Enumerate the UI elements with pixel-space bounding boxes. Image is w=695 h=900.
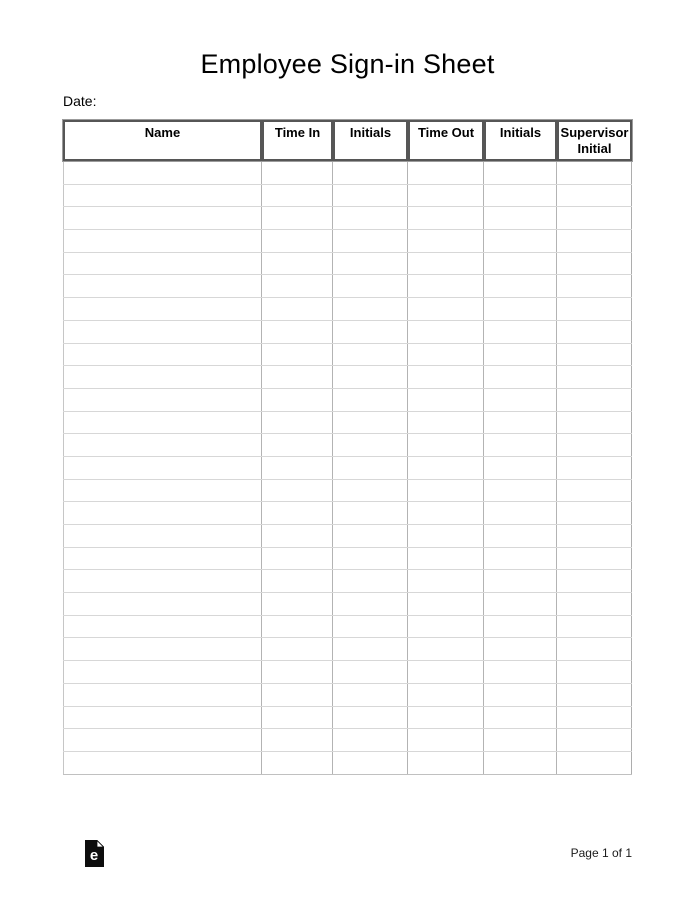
table-cell-time-out xyxy=(408,275,484,297)
table-cell-time-out xyxy=(408,661,484,683)
table-row xyxy=(63,457,632,480)
table-cell-name xyxy=(63,185,262,207)
table-cell-time-out xyxy=(408,253,484,275)
table-cell-name xyxy=(63,344,262,366)
signin-table xyxy=(63,120,632,775)
column-header-name: Name xyxy=(63,120,262,161)
table-cell-supervisor-initial xyxy=(557,707,632,729)
table-cell-initials-in xyxy=(333,616,408,638)
table-row xyxy=(63,548,632,571)
table-cell-name xyxy=(63,412,262,434)
table-cell-time-in xyxy=(262,684,333,706)
table-header-row xyxy=(63,120,632,161)
table-cell-supervisor-initial xyxy=(557,661,632,683)
table-cell-time-out xyxy=(408,502,484,524)
table-cell-supervisor-initial xyxy=(557,162,632,184)
table-cell-name xyxy=(63,275,262,297)
table-cell-time-out xyxy=(408,525,484,547)
table-cell-name xyxy=(63,616,262,638)
table-cell-initials-out xyxy=(484,412,557,434)
table-row xyxy=(63,185,632,208)
column-header-initials-in: Initials xyxy=(333,120,408,161)
table-cell-time-out xyxy=(408,185,484,207)
table-cell-time-out xyxy=(408,207,484,229)
table-cell-supervisor-initial xyxy=(557,752,632,774)
table-cell-initials-in xyxy=(333,570,408,592)
table-row xyxy=(63,707,632,730)
table-cell-supervisor-initial xyxy=(557,253,632,275)
table-cell-time-out xyxy=(408,321,484,343)
table-row xyxy=(63,525,632,548)
table-cell-initials-out xyxy=(484,389,557,411)
table-cell-initials-out xyxy=(484,253,557,275)
table-cell-name xyxy=(63,570,262,592)
table-cell-supervisor-initial xyxy=(557,344,632,366)
table-row xyxy=(63,593,632,616)
column-header-initials-out: Initials xyxy=(484,120,557,161)
table-cell-initials-in xyxy=(333,275,408,297)
table-cell-initials-out xyxy=(484,593,557,615)
table-cell-time-in xyxy=(262,298,333,320)
table-cell-time-out xyxy=(408,230,484,252)
table-cell-time-out xyxy=(408,389,484,411)
table-cell-time-in xyxy=(262,162,333,184)
table-cell-initials-in xyxy=(333,752,408,774)
table-cell-initials-in xyxy=(333,366,408,388)
table-cell-initials-out xyxy=(484,729,557,751)
table-cell-time-out xyxy=(408,457,484,479)
table-cell-initials-in xyxy=(333,729,408,751)
table-cell-initials-in xyxy=(333,480,408,502)
table-cell-supervisor-initial xyxy=(557,638,632,660)
table-cell-initials-out xyxy=(484,707,557,729)
table-row xyxy=(63,616,632,639)
table-cell-time-in xyxy=(262,638,333,660)
table-cell-time-out xyxy=(408,366,484,388)
table-cell-time-out xyxy=(408,548,484,570)
table-cell-time-in xyxy=(262,570,333,592)
table-cell-supervisor-initial xyxy=(557,548,632,570)
table-cell-time-out xyxy=(408,298,484,320)
table-row xyxy=(63,321,632,344)
table-cell-name xyxy=(63,230,262,252)
table-row xyxy=(63,275,632,298)
table-row xyxy=(63,230,632,253)
table-cell-initials-out xyxy=(484,480,557,502)
table-cell-time-in xyxy=(262,548,333,570)
table-cell-time-out xyxy=(408,729,484,751)
table-cell-supervisor-initial xyxy=(557,684,632,706)
table-cell-initials-in xyxy=(333,548,408,570)
table-cell-supervisor-initial xyxy=(557,412,632,434)
table-cell-initials-out xyxy=(484,366,557,388)
table-cell-initials-out xyxy=(484,548,557,570)
table-cell-supervisor-initial xyxy=(557,230,632,252)
table-cell-initials-in xyxy=(333,502,408,524)
table-cell-time-in xyxy=(262,185,333,207)
table-cell-name xyxy=(63,298,262,320)
table-cell-time-in xyxy=(262,230,333,252)
table-cell-name xyxy=(63,684,262,706)
column-header-supervisor-initial: Supervisor Initial xyxy=(557,120,632,161)
table-cell-initials-out xyxy=(484,185,557,207)
table-cell-time-in xyxy=(262,502,333,524)
table-cell-initials-in xyxy=(333,253,408,275)
table-cell-initials-in xyxy=(333,321,408,343)
table-cell-supervisor-initial xyxy=(557,525,632,547)
table-row xyxy=(63,162,632,185)
table-row xyxy=(63,434,632,457)
table-row xyxy=(63,752,632,775)
table-row xyxy=(63,638,632,661)
table-cell-time-in xyxy=(262,344,333,366)
table-cell-name xyxy=(63,253,262,275)
table-row xyxy=(63,684,632,707)
table-row xyxy=(63,207,632,230)
table-cell-initials-out xyxy=(484,298,557,320)
table-row xyxy=(63,412,632,435)
table-row xyxy=(63,661,632,684)
table-cell-name xyxy=(63,661,262,683)
table-cell-initials-out xyxy=(484,344,557,366)
table-row xyxy=(63,344,632,367)
page-number: Page 1 of 1 xyxy=(570,846,632,860)
table-cell-name xyxy=(63,389,262,411)
table-cell-supervisor-initial xyxy=(557,389,632,411)
table-cell-initials-out xyxy=(484,230,557,252)
table-cell-name xyxy=(63,207,262,229)
table-cell-initials-in xyxy=(333,412,408,434)
table-cell-supervisor-initial xyxy=(557,434,632,456)
table-cell-name xyxy=(63,729,262,751)
table-row xyxy=(63,729,632,752)
table-cell-initials-out xyxy=(484,162,557,184)
table-cell-time-out xyxy=(408,638,484,660)
table-cell-initials-in xyxy=(333,457,408,479)
table-cell-time-out xyxy=(408,570,484,592)
table-cell-initials-out xyxy=(484,321,557,343)
table-cell-supervisor-initial xyxy=(557,185,632,207)
table-cell-time-out xyxy=(408,344,484,366)
table-cell-initials-in xyxy=(333,707,408,729)
table-cell-time-in xyxy=(262,321,333,343)
table-cell-initials-in xyxy=(333,162,408,184)
table-row xyxy=(63,366,632,389)
table-cell-time-in xyxy=(262,752,333,774)
table-cell-initials-in xyxy=(333,638,408,660)
table-cell-name xyxy=(63,457,262,479)
table-cell-time-out xyxy=(408,434,484,456)
table-cell-time-in xyxy=(262,434,333,456)
table-cell-name xyxy=(63,752,262,774)
table-cell-initials-in xyxy=(333,344,408,366)
table-cell-time-in xyxy=(262,661,333,683)
table-cell-time-out xyxy=(408,616,484,638)
table-cell-initials-in xyxy=(333,230,408,252)
table-cell-supervisor-initial xyxy=(557,457,632,479)
table-cell-initials-in xyxy=(333,185,408,207)
table-row xyxy=(63,570,632,593)
table-cell-time-in xyxy=(262,525,333,547)
table-cell-supervisor-initial xyxy=(557,616,632,638)
logo-letter: e xyxy=(89,847,99,864)
table-row xyxy=(63,298,632,321)
table-cell-name xyxy=(63,502,262,524)
table-cell-initials-in xyxy=(333,661,408,683)
table-row xyxy=(63,480,632,503)
table-cell-time-out xyxy=(408,593,484,615)
table-cell-name xyxy=(63,638,262,660)
table-cell-time-in xyxy=(262,457,333,479)
table-cell-time-out xyxy=(408,480,484,502)
table-cell-time-out xyxy=(408,752,484,774)
table-row xyxy=(63,502,632,525)
table-cell-supervisor-initial xyxy=(557,298,632,320)
table-cell-time-out xyxy=(408,684,484,706)
table-cell-initials-out xyxy=(484,616,557,638)
table-cell-supervisor-initial xyxy=(557,502,632,524)
table-cell-time-in xyxy=(262,366,333,388)
table-cell-name xyxy=(63,434,262,456)
table-cell-initials-in xyxy=(333,389,408,411)
table-cell-supervisor-initial xyxy=(557,729,632,751)
table-cell-time-in xyxy=(262,207,333,229)
table-cell-initials-out xyxy=(484,684,557,706)
table-cell-initials-in xyxy=(333,207,408,229)
table-cell-time-out xyxy=(408,162,484,184)
table-cell-initials-in xyxy=(333,593,408,615)
table-cell-supervisor-initial xyxy=(557,570,632,592)
column-header-time-in: Time In xyxy=(262,120,333,161)
table-cell-supervisor-initial xyxy=(557,593,632,615)
table-cell-initials-out xyxy=(484,638,557,660)
table-cell-initials-out xyxy=(484,570,557,592)
table-cell-initials-in xyxy=(333,525,408,547)
table-cell-name xyxy=(63,162,262,184)
table-cell-supervisor-initial xyxy=(557,366,632,388)
table-cell-name xyxy=(63,593,262,615)
table-cell-time-in xyxy=(262,253,333,275)
table-cell-initials-out xyxy=(484,434,557,456)
table-cell-initials-out xyxy=(484,207,557,229)
table-cell-name xyxy=(63,480,262,502)
table-cell-initials-out xyxy=(484,275,557,297)
table-cell-name xyxy=(63,548,262,570)
table-cell-initials-out xyxy=(484,525,557,547)
table-cell-initials-out xyxy=(484,457,557,479)
table-cell-initials-in xyxy=(333,434,408,456)
date-label: Date: xyxy=(63,93,97,109)
table-cell-supervisor-initial xyxy=(557,480,632,502)
table-cell-time-in xyxy=(262,389,333,411)
table-cell-supervisor-initial xyxy=(557,275,632,297)
table-cell-supervisor-initial xyxy=(557,321,632,343)
table-cell-name xyxy=(63,707,262,729)
table-cell-initials-out xyxy=(484,661,557,683)
table-cell-name xyxy=(63,321,262,343)
table-cell-time-in xyxy=(262,729,333,751)
table-cell-time-in xyxy=(262,412,333,434)
table-cell-time-out xyxy=(408,412,484,434)
table-cell-time-in xyxy=(262,593,333,615)
table-cell-supervisor-initial xyxy=(557,207,632,229)
eforms-logo-icon xyxy=(85,840,104,867)
table-cell-name xyxy=(63,525,262,547)
table-cell-initials-out xyxy=(484,502,557,524)
table-row xyxy=(63,389,632,412)
table-cell-time-out xyxy=(408,707,484,729)
table-cell-name xyxy=(63,366,262,388)
table-row xyxy=(63,253,632,276)
table-cell-time-in xyxy=(262,707,333,729)
table-cell-time-in xyxy=(262,275,333,297)
table-cell-time-in xyxy=(262,480,333,502)
column-header-time-out: Time Out xyxy=(408,120,484,161)
table-cell-initials-in xyxy=(333,298,408,320)
table-cell-time-in xyxy=(262,616,333,638)
table-body xyxy=(63,162,632,775)
table-cell-initials-out xyxy=(484,752,557,774)
table-cell-initials-in xyxy=(333,684,408,706)
page-title: Employee Sign-in Sheet xyxy=(200,49,495,79)
